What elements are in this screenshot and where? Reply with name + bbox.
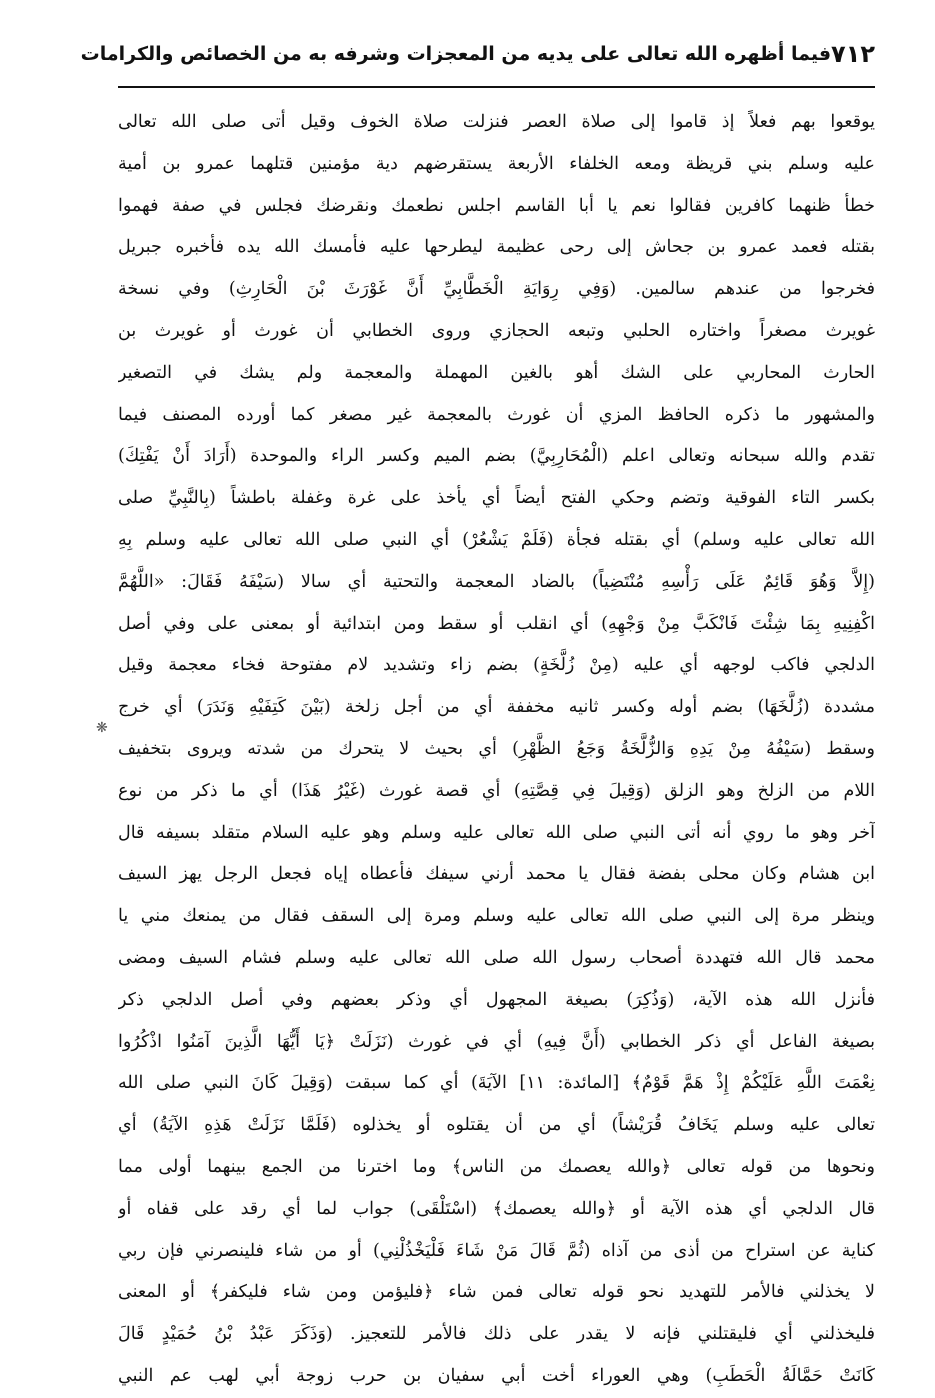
margin-ornament-icon: ❋	[96, 720, 108, 736]
text-line: محمد قال الله فتهددة أصحاب رسول الله صلى الله تعالى عليه وسلم فشام السيف ومضى	[118, 947, 875, 968]
text-line: مشددة (زُلَّخَهَا) بضم أوله وكسر ثانيه مخففة أي من أجل زلخة (بَيْنَ كَتِفَيْهِ وَنَدَرَ) أي خرج	[118, 697, 875, 718]
page-number: ٧١٢	[831, 40, 875, 68]
text-line: لا يخذلني فالأمر للتهديد نحو قوله تعالى فمن شاء ﴿فليؤمن ومن شاء فليكفر﴾ أو المعنى	[118, 1282, 875, 1303]
text-line: فأنزل الله هذه الآية، (وَذُكِرَ) بصيغة المجهول أي وذكر بعضهم وفي أصل الدلجي ذكر	[118, 989, 875, 1010]
text-line: فخرجوا من عندهم سالمين. (وَفِي رِوَايَةِ الْخَطَّابِيِّ أَنَّ غَوْرَثَ بْنَ الْحَارِثِ) وفي نسخة	[118, 279, 875, 300]
header-rule	[118, 86, 875, 88]
text-line: ابن هشام وكان محلى بفضة فقال يا محمد أرني سيفك فأعطاه إياه فجعل الرجل يهز السيف	[118, 864, 875, 885]
text-line: الله تعالى عليه وسلم) أي بقتله فجأة (فَلَمْ يَشْعُرْ) أي النبي صلى الله تعالى عليه وسلم بِهِ	[118, 529, 875, 550]
text-line: وسقط (سَيْفُهُ مِنْ يَدِهِ وَالزُّلَّخَةُ وَجَعُ الظَّهْرِ) أي بحيث لا يتحرك من شدته ويروى بتخفيف	[118, 738, 875, 759]
text-line: غويرث مصغراً واختاره الحلبي وتبعه الحجازي وروى الخطابي أن غورث أو غويرث بن	[118, 320, 875, 341]
text-line: بصيغة الفاعل أي ذكر الخطابي (أَنَّ فِيهِ) أي في غورث (نَزَلَتْ ﴿يَا أَيُّهَا الَّذِينَ آمَنُوا اذْكُرُوا	[118, 1031, 875, 1052]
text-line: الدلجي فاكب لوجهه أي عليه (مِنْ زُلَّخَةٍ) بضم زاء وتشديد لام مفتوحة فخاء معجمة وقيل	[118, 655, 875, 676]
running-title: فيما أظهره الله تعالى على يديه من المعجزات وشرفه به من الخصائص والكرامات	[80, 43, 832, 65]
text-line: وينظر مرة إلى النبي صلى الله تعالى عليه وسلم ومرة إلى السقف فقال من يمنعك مني يا	[118, 906, 875, 927]
text-line: ونحوها من قوله تعالى ﴿والله يعصمك من الناس﴾ وما اخترنا من الجمع بينهما أولى مما	[118, 1156, 875, 1177]
text-line: (إِلاَّ وَهُوَ قَائِمٌ عَلَى رَأْسِهِ مُنْتَضِياً) بالضاد المعجمة والتحتية أي سالا (سَيْفَهُ فَقَالَ: «اللَّهُمَّ	[118, 571, 875, 592]
text-line: يوقعوا بهم فعلاً إذ قاموا إلى صلاة العصر فنزلت صلاة الخوف وقيل أتى صلى الله تعالى	[118, 112, 875, 132]
text-line: اكْفِنِيهِ بِمَا شِئْتَ فَانْكَبَّ مِنْ وَجْهِهِ) أي انقلب أو سقط ومن ابتدائية أو بمعنى على وفي أصل	[118, 613, 875, 634]
text-line: خطأ ظنهما كافرين فقالوا نعم يا أبا القاسم اجلس نطعمك ونقرضك فجلس في صفة فهموا	[118, 195, 875, 216]
text-line: كناية عن استراح من أذى من آذاه (ثُمَّ قَالَ مَنْ شَاءَ فَلْيَخْذُلْنِي) أو من شاء فلينصرني فإن ربي	[118, 1240, 875, 1261]
body-text	[118, 102, 875, 1398]
text-line: تعالى عليه وسلم يَخَافُ قُرَيْشاً) أي من أن يقتلوه أو يخذلوه (فَلَمَّا نَزَلَتْ هَذِهِ الآيَةُ) أي	[118, 1115, 875, 1136]
text-line: والمشهور ما ذكره الحافظ المزي أن غورث بالمعجمة غير مصغر كما أورده المصنف فيما	[118, 404, 875, 425]
text-line: بقتله فعمد عمرو بن جحاش إلى رحى عظيمة ليطرحها عليه فأمسك الله يده فأخبره جبريل	[118, 237, 875, 258]
text-line: كَانَتْ حَمَّالَةُ الْحَطَبِ) وهي العوراء أخت أبي سفيان بن حرب زوجة أبي لهب عم النبي	[118, 1365, 875, 1386]
text-line: آخر وهو ما روي أنه أتى النبي صلى الله تعالى عليه وسلم وهو عليه السلام متقلد بسيفه قال	[118, 822, 875, 843]
text-line: قال الدلجي أي هذه الآية أو ﴿والله يعصمك﴾ (اسْتَلْقَى) جواب لما أي رقد على قفاه أو	[118, 1198, 875, 1219]
text-line: بكسر التاء الفوقية وتضم وحكي الفتح أيضاً أي يأخذ على غرة وغفلة باطشاً (بِالنَّبِيِّ صلى	[118, 488, 875, 509]
text-line: تقدم والله سبحانه وتعالى اعلم (الْمُحَارِبِيَّ) بضم الميم وكسر الراء والموحدة (أَرَادَ أَنْ يَفْتِكَ)	[118, 446, 875, 467]
page-header	[80, 28, 875, 80]
text-line: فليخذلني أي فليقتلني فإنه لا يقدر على ذلك فالأمر للتعجيز. (وَذَكَرَ عَبْدُ بْنُ حُمَيْدٍ قَالَ	[118, 1324, 875, 1345]
text-line: نِعْمَتَ اللَّهِ عَلَيْكُمْ إِذْ هَمَّ قَوْمٌ﴾ [المائدة: ١١] الآيَةَ) أي كما سبقت (وَقِيلَ كَانَ النبي صلى الله	[118, 1073, 875, 1094]
text-line: عليه وسلم بني قريظة ومعه الخلفاء الأربعة يستقرضهم دية مؤمنين قتلهما عمرو بن أمية	[118, 153, 875, 174]
text-line: اللام من الزلخ وهو الزلق (وَقِيلَ فِي قِصَّتِهِ) أي قصة غورث (غَيْرُ هَذَا) أي ما ذكر من نوع	[118, 780, 875, 801]
text-line: الحارث المحاربي على الشك أهو بالغين المهملة والمعجمة ولم يشك في التصغير	[118, 362, 875, 383]
